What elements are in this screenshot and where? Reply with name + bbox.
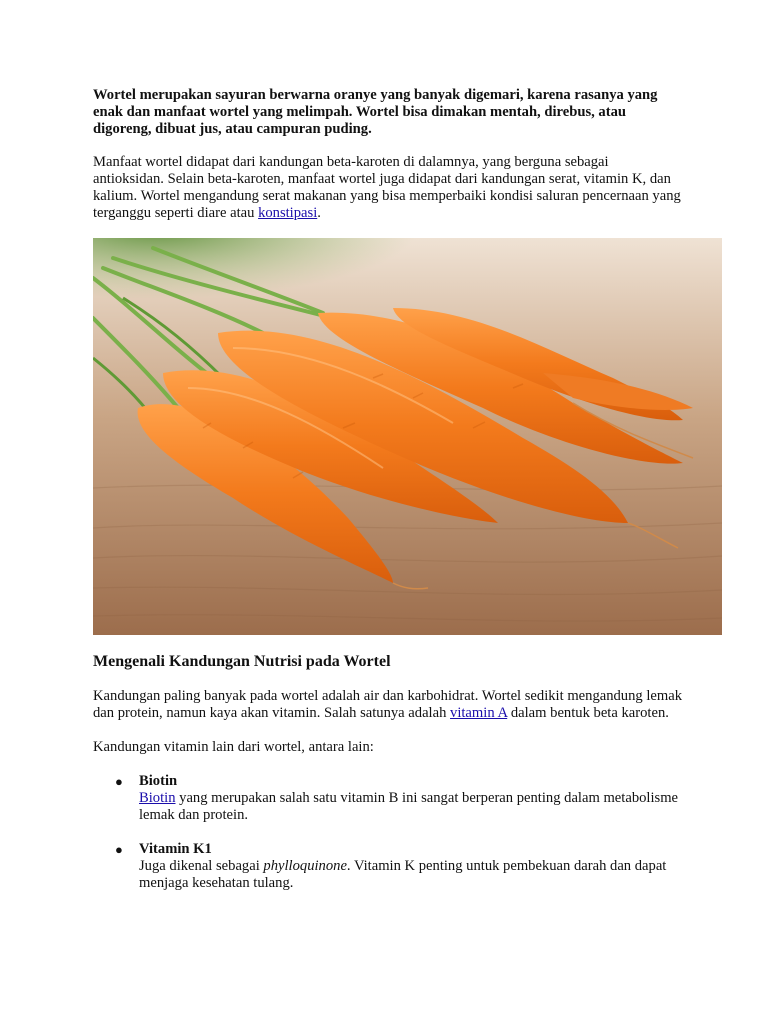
item-text: yang merupakan salah satu vitamin B ini sangat berperan penting dalam metabolisme lemak dan protein. xyxy=(139,790,679,823)
bullet-icon: ● xyxy=(115,842,123,857)
carrots-photo xyxy=(93,238,722,635)
nutrients-paragraph xyxy=(93,688,683,722)
section-heading: Mengenali Kandungan Nutrisi pada Wortel xyxy=(93,653,391,670)
item-text-before: Juga dikenal sebagai xyxy=(139,858,264,874)
vitamin-a-link[interactable]: vitamin A xyxy=(450,705,508,721)
nutrients-text: Kandungan paling banyak pada wortel adalah air dan karbohidrat. Wortel sedikit mengandung lemak dan protein, namun kaya akan vitamin. Salah satunya adalah xyxy=(93,688,683,721)
list-item-biotin xyxy=(93,773,683,824)
item-italic: phylloquinone xyxy=(263,858,347,874)
benefits-after: . xyxy=(317,205,321,221)
item-title: Vitamin K1 xyxy=(139,841,212,857)
nutrition-section xyxy=(93,652,683,892)
list-item-vitamin-k1 xyxy=(93,841,683,892)
item-title: Biotin xyxy=(139,773,178,789)
benefits-text: Manfaat wortel didapat dari kandungan beta-karoten di dalamnya, yang berguna sebagai antioksidan. Selain beta-karoten, manfaat wortel juga didapat dari kandungan serat, vitamin K, dan kalium. Wortel mengandung serat makanan yang bisa memperbaiki kondisi saluran pencernaan yang terganggu seperti diare atau xyxy=(93,154,681,221)
nutrients-after: dalam bentuk beta karoten. xyxy=(507,705,669,721)
bullet-icon: ● xyxy=(115,774,123,789)
article-top xyxy=(93,87,683,222)
vitamins-intro: Kandungan vitamin lain dari wortel, antara lain: xyxy=(93,739,374,755)
intro-paragraph: Wortel merupakan sayuran berwarna oranye yang banyak digemari, karena rasanya yang enak dan manfaat wortel yang melimpah. Wortel bisa dimakan mentah, direbus, atau digoreng, dibuat jus, atau campuran puding. xyxy=(93,87,658,137)
benefits-paragraph xyxy=(93,154,683,222)
vitamin-list xyxy=(93,773,683,892)
konstipasi-link[interactable]: konstipasi xyxy=(258,205,318,221)
item-text-after: . Vitamin K penting untuk pembekuan darah dan dapat menjaga kesehatan tulang. xyxy=(139,858,667,891)
biotin-link[interactable]: Biotin xyxy=(139,790,176,806)
